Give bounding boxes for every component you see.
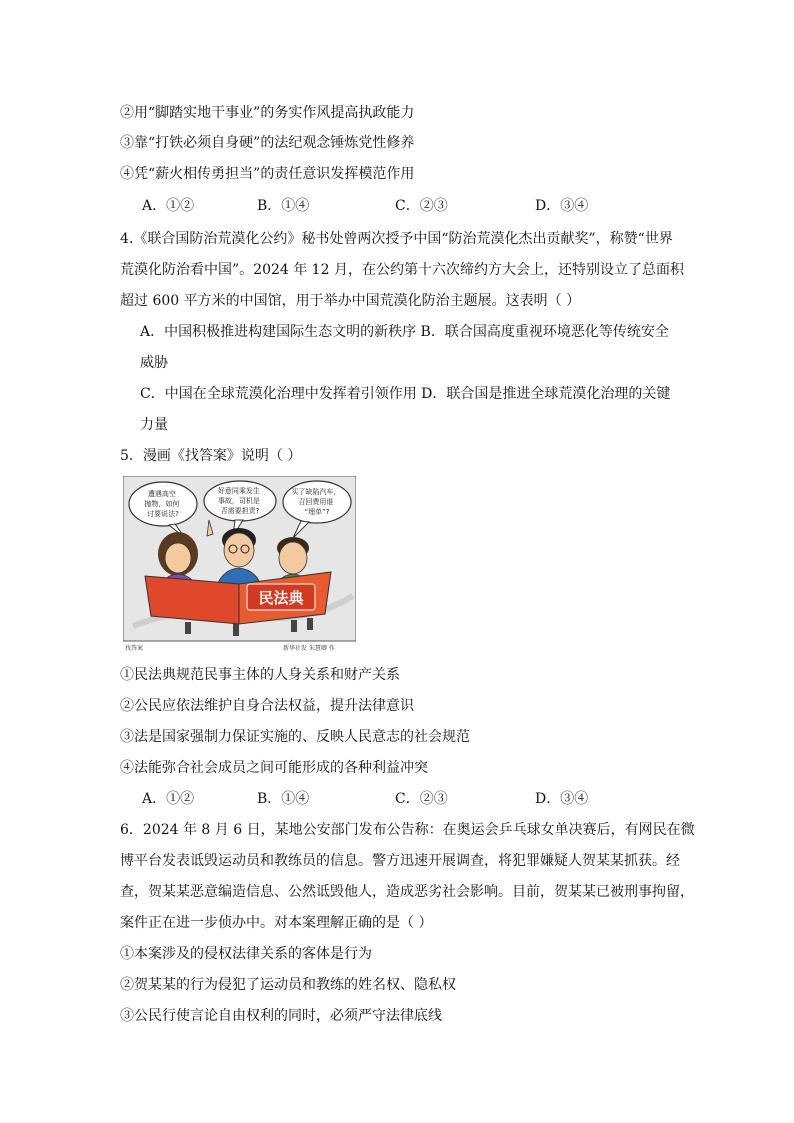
q5-item-4: ④法能弥合社会成员之间可能形成的各种利益冲突 bbox=[120, 760, 428, 776]
q3-option-c[interactable]: C．②③ bbox=[395, 198, 448, 214]
bubble-mid-line: 好意同乘发生 bbox=[217, 487, 260, 495]
bubble-right-line: 买了缺陷汽车， bbox=[291, 488, 341, 496]
q5-item-2: ②公民应依法维护自身合法权益，提升法律意识 bbox=[120, 698, 414, 714]
cartoon-image bbox=[123, 476, 356, 651]
q5-option-d[interactable]: D．③④ bbox=[535, 791, 589, 807]
q5-option-a[interactable]: A．①② bbox=[142, 791, 195, 807]
q5-item-3: ③法是国家强制力保证实施的、反映人民意志的社会规范 bbox=[120, 729, 470, 745]
q6-stem-line-3: 查，贺某某恶意编造信息、公然诋毁他人，造成恶劣社会影响。目前，贺某某已被刑事拘留， bbox=[120, 884, 694, 900]
q6-item-1: ①本案涉及的侵权法律关系的客体是行为 bbox=[120, 946, 372, 962]
q3-option-b[interactable]: B．①④ bbox=[257, 198, 310, 214]
q5-item-1: ①民法典规范民事主体的人身关系和财产关系 bbox=[120, 667, 400, 683]
q3-item-3: ③靠“打铁必须自身硬”的法纪观念锤炼党性修养 bbox=[120, 135, 415, 151]
book-title: 民法典 bbox=[258, 589, 304, 607]
q3-option-d[interactable]: D．③④ bbox=[535, 198, 589, 214]
q5-stem: 5．漫画《找答案》说明（ ） bbox=[120, 448, 302, 464]
q4-stem-line-3: 超过 600 平方米的中国馆，用于举办中国荒漠化防治主题展。这表明（ ） bbox=[120, 293, 581, 309]
bubble-left-line: 遭遇高空 bbox=[147, 490, 176, 498]
q4-option-ab[interactable]: A．中国积极推进构建国际生态文明的新秩序 B．联合国高度重视环境恶化等传统安全 bbox=[140, 324, 669, 340]
q4-option-cd[interactable]: C．中国在全球荒漠化治理中发挥着引领作用 D．联合国是推进全球荒漠化治理的关键 bbox=[140, 386, 671, 402]
q3-option-a[interactable]: A．①② bbox=[142, 198, 195, 214]
q4-stem-line-2: 荒漠化防治看中国”。2024 年 12 月，在公约第十六次缔约方大会上，还特别设立了总面积 bbox=[120, 262, 684, 278]
q6-stem-line-4: 案件正在进一步侦办中。对本案理解正确的是（ ） bbox=[120, 915, 433, 931]
q4-option-d-cont: 力量 bbox=[140, 417, 168, 433]
q3-item-4: ④凭“薪火相传勇担当”的责任意识发挥模范作用 bbox=[120, 166, 415, 182]
bubble-right-line: 召回费用谁 bbox=[298, 498, 334, 506]
bubble-left-line: 讨要说法? bbox=[147, 510, 179, 518]
q3-item-2: ②用“脚踏实地干事业”的务实作风提高执政能力 bbox=[120, 105, 415, 121]
bubble-right-line: “埋单”? bbox=[304, 508, 330, 516]
q6-item-2: ②贺某某的行为侵犯了运动员和教练的姓名权、隐私权 bbox=[120, 977, 456, 993]
bubble-mid-line: 否需要担责? bbox=[220, 507, 260, 515]
q5-options bbox=[142, 789, 602, 809]
q3-options bbox=[142, 196, 602, 216]
bubble-mid-line: 事故，司机是 bbox=[217, 497, 260, 505]
q6-item-3: ③公民行使言论自由权利的同时，必须严守法律底线 bbox=[120, 1008, 442, 1024]
q6-stem-line-1: 6．2024 年 8 月 6 日，某地公安部门发布公告称：在奥运会乒乓球女单决赛后，有网民在微 bbox=[120, 822, 695, 838]
cartoon-caption-title: 找答案 bbox=[125, 645, 144, 652]
q5-option-c[interactable]: C．②③ bbox=[395, 791, 448, 807]
bubble-left-line: 抛物，如何 bbox=[144, 500, 180, 508]
q5-option-b[interactable]: B．①④ bbox=[257, 791, 310, 807]
q6-stem-line-2: 博平台发表诋毁运动员和教练员的信息。警方迅速开展调查，将犯罪嫌疑人贺某某抓获。经 bbox=[120, 853, 680, 869]
q4-stem-line-1: 4.《联合国防治荒漠化公约》秘书处曾两次授予中国“防治荒漠化杰出贡献奖”，称赞“世界 bbox=[120, 231, 673, 247]
cartoon-caption-credit: 新华社发 朱慧卿 作 bbox=[283, 645, 335, 652]
cartoon-illustration bbox=[123, 476, 356, 651]
q4-option-b-cont: 威胁 bbox=[140, 355, 168, 371]
bubble-mid-text bbox=[218, 486, 262, 515]
bubble-left-text bbox=[144, 489, 181, 518]
